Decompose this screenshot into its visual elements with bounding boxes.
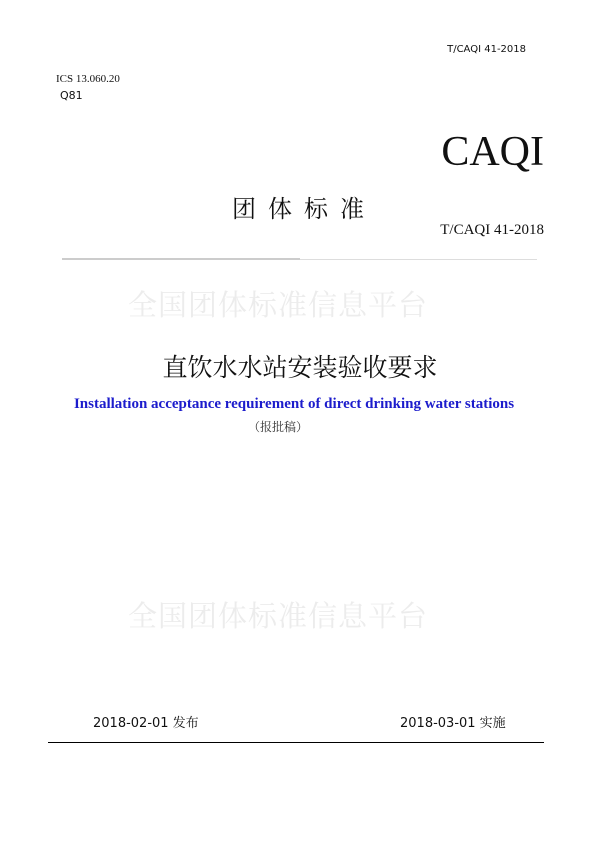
title-chinese: 直饮水水站安装验收要求 (162, 353, 438, 382)
standard-kind: 团体标准 (232, 195, 376, 223)
divider (48, 742, 544, 743)
draft-status: （报批稿） (247, 420, 308, 434)
watermark: 全国团体标准信息平台 (127, 599, 428, 633)
publish-date: 2018-02-01 发布 (93, 716, 199, 731)
title-english: Installation acceptance requirement of direct drinking water stations (73, 396, 515, 412)
divider (300, 259, 537, 260)
ccs-code: Q81 (60, 89, 83, 102)
divider (62, 258, 300, 260)
implement-date: 2018-03-01 实施 (400, 716, 506, 731)
standard-code-header: T/CAQI 41-2018 (447, 44, 526, 55)
brand-logo-text: CAQI (441, 129, 544, 175)
ics-code: ICS 13.060.20 (56, 73, 120, 85)
watermark: 全国团体标准信息平台 (127, 288, 428, 322)
standard-code: T/CAQI 41-2018 (440, 222, 544, 238)
